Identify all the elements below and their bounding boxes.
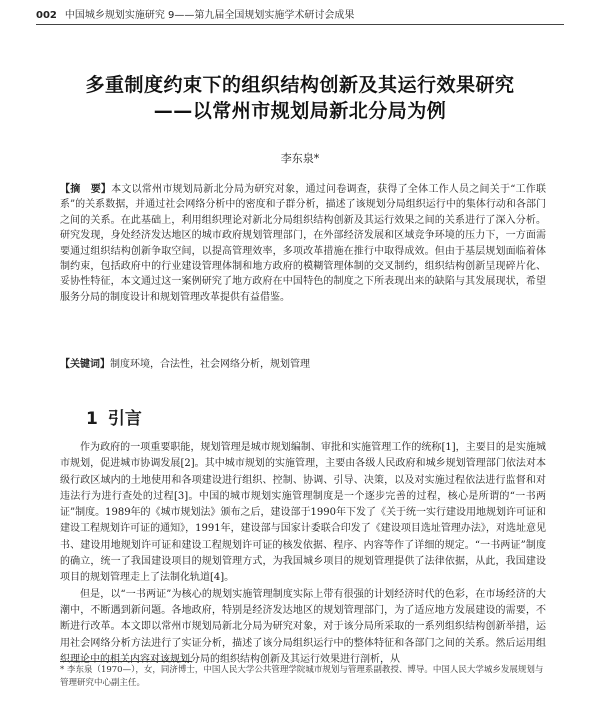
keywords-text: 制度环境，合法性，社会网络分析，规划管理 [110,359,310,370]
keywords [60,357,546,372]
abstract-label: 【摘 要】 [60,184,112,195]
paper-subtitle: ——以常州市规划局新北分局为例 [153,100,447,122]
section-number: 1 [86,409,98,429]
footnote-divider [60,661,192,662]
running-title: 中国城乡规划实施研究 9——第九届全国规划实施学术研讨会成果 [64,10,355,21]
author-name: 李东泉* [280,152,320,165]
abstract-text: 本文以常州市规划局新北分局为研究对象，通过问卷调查，获得了全体工作人员之间关于“工作联系”的关系数据，并通过社会网络分析中的密度和子群分析，描述了该规划分局组织运行中的集体行动和各部门之间的关系。在此基础上，利用组织理论对新北分局组织结构创新及其运行效果之间的关系进行了深入分析。研究发现，身处经济发达地区的城市政府规划管理部门，在外部经济发展和区域竞争环境的压力下，一方面需要通过组织结构创新争取空间，以提高管理效率，多项改革措施在推行中取得成效。但由于基层规划面临着体制约束，包括政府中的行业建设管理体制和地方政府的模糊管理体制的交叉制约，组织结构创新呈现碎片化、妥协性特征，本文通过这一案例研究了地方政府在中国特色的制度之下所表现出来的缺陷与其发展现状，希望服务分局的制度设计和规划管理改革提供有益借鉴。 [60,184,547,303]
running-header [36,6,564,21]
paragraph-2: 但是，以“一书两证”为核心的规划实施管理制度实际上带有很强的计划经济时代的色彩，在市场经济的大潮中，不断遇到新问题。各地政府，特别是经济发达地区的规划管理部门，为了适应地方发展建设的需要，不断进行改革。本文即以常州市规划局新北分局为研究对象，对于该分局所采取的一系列组织结构创新举措，运用社会网络分析方法进行了实证分析，描述了该分局组织运行中的整体特征和各部门之间的关系。然后运用组织理论中的相关内容对该规划分局的组织结构创新及其运行效果进行剖析，从 [60,588,546,665]
section-title: 引言 [107,409,142,429]
keywords-label: 【关键词】 [60,359,110,370]
section-heading [86,404,152,429]
page-number: 002 [36,10,57,21]
header-divider [36,24,564,25]
body-text [60,440,546,668]
paper-title: 多重制度约束下的组织结构创新及其运行效果研究 [85,74,515,96]
abstract [60,182,546,305]
footnote: * 李东泉（1970—），女，同济博士，中国人民大学公共管理学院城市规划与管理系副教授、博导。中国人民大学城乡发展规划与管理研究中心副主任。 [60,665,544,688]
paragraph-1: 作为政府的一项重要职能，规划管理是城市规划编制、审批和实施管理工作的统称[1]，主要目的是实施城市规划，促进城市协调发展[2]。其中城市规划的实施管理，主要由各级人民政府和城乡规划管理部门依法对本级行政区域内的土地使用和各项建设进行组织、控制、协调、引导、决策，以及对实施过程依法进行监督和对违法行为进行查处的过程[3]。中国的城市规划实施管理制度是一个逐步完善的过程，核心是所谓的“一书两证”制度。1989年的《城市规划法》颁布之后，建设部于1990年下发了《关于统一实行建设用地规划许可证和建设工程规划许可证的通知》，1991年，建设部与国家计委联合印发了《建设项目选址管理办法》，对选址意见书、建设用地规划许可证和建设工程规划许可证的核发依据、程序、内容等作了详细的规定。“一书两证”制度的确立，统一了我国建设项目的规划管理方式，为我国城乡项目的规划管理提供了法律依据，从此，我国建设项目的规划管理走上了法制化轨道[4]。 [60,442,547,584]
